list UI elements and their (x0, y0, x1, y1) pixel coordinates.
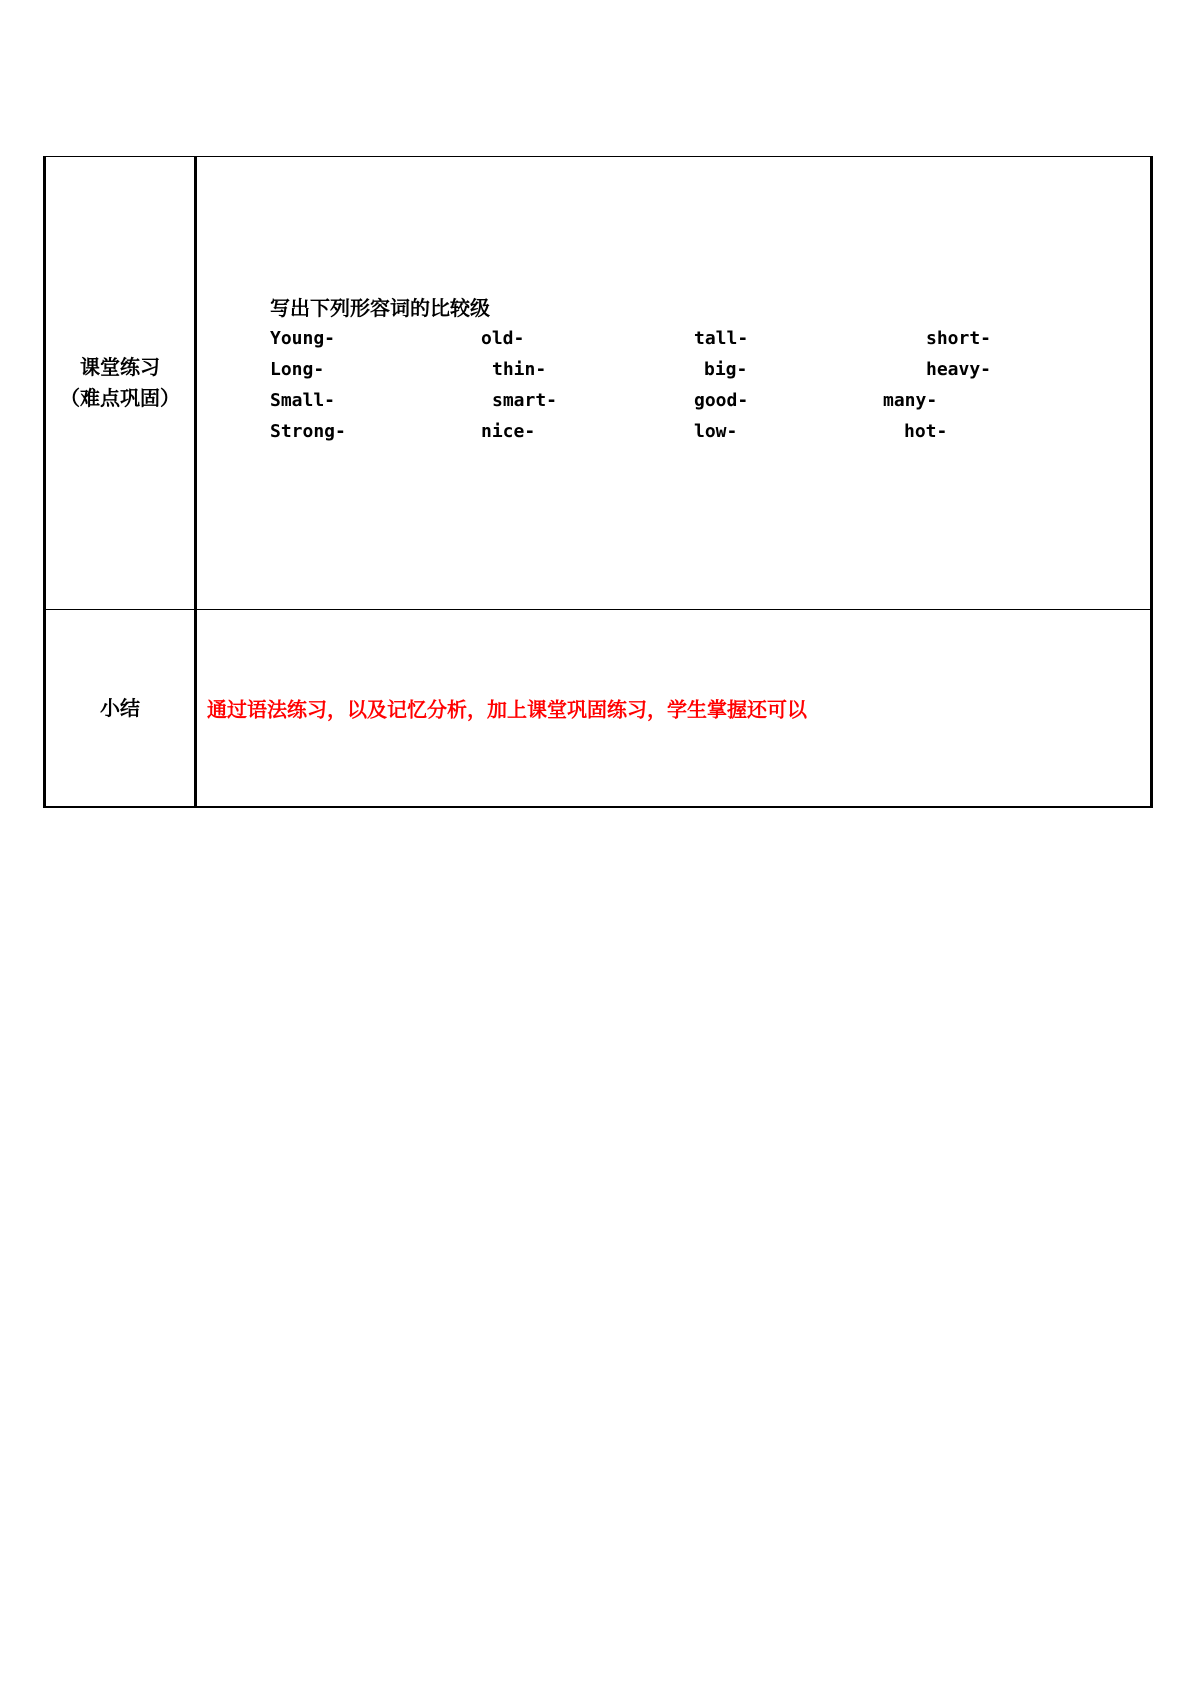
summary-row (45, 610, 1152, 808)
practice-content-cell (196, 157, 1152, 610)
word-item: Young- (270, 328, 336, 349)
word-item: Small- (270, 390, 336, 411)
word-item: Strong- (270, 421, 346, 442)
summary-label-cell (45, 610, 196, 808)
word-row (270, 354, 1170, 385)
exercise-block (270, 293, 1170, 447)
exercise-instruction: 写出下列形容词的比较级 (270, 296, 490, 320)
word-item: nice- (481, 421, 536, 442)
word-item: heavy- (926, 359, 992, 380)
word-item: many- (883, 390, 938, 411)
practice-label: 课堂练习 (80, 355, 160, 379)
word-item: low- (694, 421, 738, 442)
lesson-table (43, 156, 1153, 808)
practice-row (45, 157, 1152, 610)
summary-text: 通过语法练习，以及记忆分析，加上课堂巩固练习，学生掌握还可以 (207, 697, 807, 722)
word-item: Long- (270, 359, 325, 380)
word-row (270, 416, 1170, 447)
word-item: short- (926, 328, 992, 349)
word-item: good- (694, 390, 749, 411)
word-item: thin- (492, 359, 547, 380)
practice-label-cell (45, 157, 196, 610)
word-item: smart- (492, 390, 558, 411)
word-item: old- (481, 328, 525, 349)
word-item: big- (704, 359, 748, 380)
summary-label: 小结 (100, 695, 140, 720)
word-item: tall- (694, 328, 749, 349)
word-item: hot- (904, 421, 948, 442)
word-row (270, 323, 1170, 354)
summary-content-cell (196, 610, 1152, 808)
word-row (270, 385, 1170, 416)
practice-sublabel: （难点巩固） (60, 386, 180, 410)
